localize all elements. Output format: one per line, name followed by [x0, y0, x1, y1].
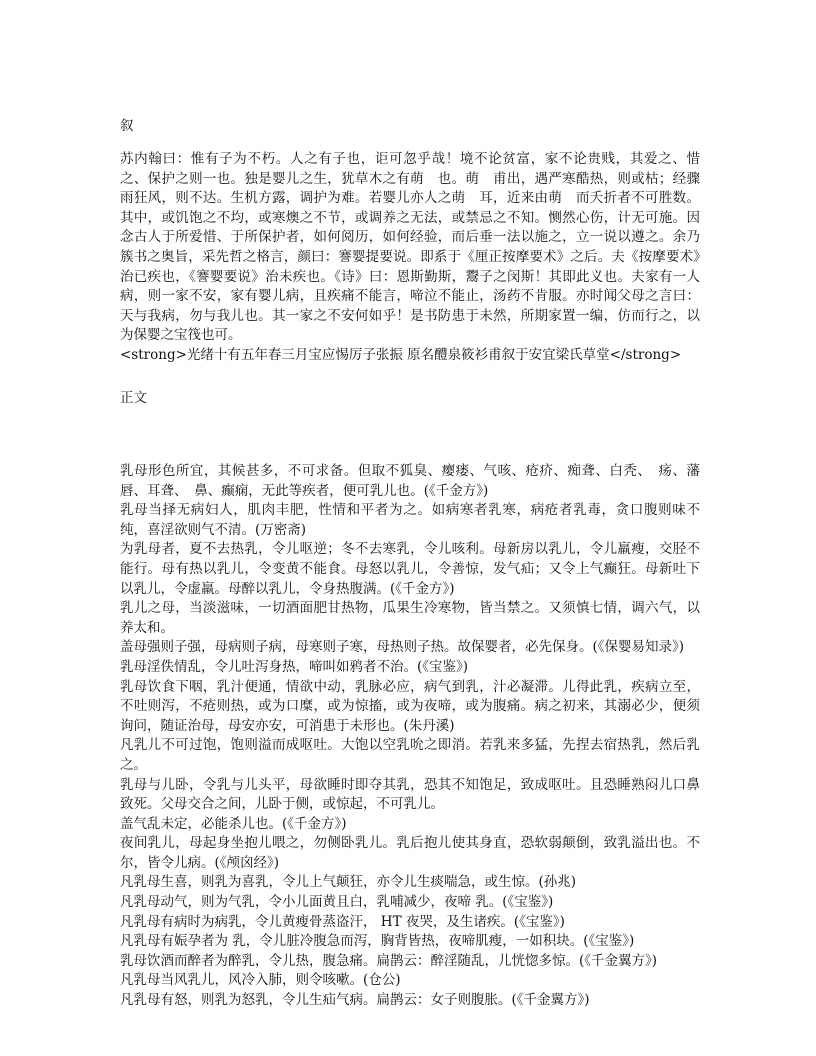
- main-paragraph: 夜间乳儿，母起身坐抱儿喂之，勿侧卧乳儿。乳后抱儿使其身直，恐软弱颠倒，致乳溢出也。不尔，皆令儿病。(《颅囟经》): [120, 835, 700, 871]
- main-paragraph: 乳母饮食下咽，乳汁便通，情欲中动，乳脉必应，病气到乳，汁必凝滞。儿得此乳，疾病立至，不吐则泻，不疮则热，或为口糜，或为惊搐，或为夜啼，或为腹痛。病之初来，其溺必少，便须询问，随证治母，母安亦安，可消患于未形也。(朱丹溪): [120, 678, 700, 734]
- main-paragraph: 凡乳母动气，则为气乳，令小儿面黄且白，乳哺减少，夜啼 乳。(《宝鉴》): [120, 894, 554, 911]
- main-paragraph: 乳母当择无病妇人，肌肉丰肥，性情和平者为之。如病寒者乳寒，病疮者乳毒，贪口腹则味不纯，喜淫欲则气不清。(万密斋): [120, 502, 700, 538]
- section-title-main-text: 正文: [120, 390, 147, 406]
- main-paragraph: 凡乳母有病时为病乳，令儿黄瘦骨蒸盗汗， HT 夜哭，及生诸疾。(《宝鉴》): [120, 913, 565, 930]
- main-paragraph: 乳母淫佚情乱，令儿吐泻身热，啼叫如鸦者不治。(《宝鉴》): [120, 658, 469, 675]
- main-paragraph: 凡乳母当风乳儿，风冷入肺，则令咳嗽。(仓公): [120, 972, 401, 989]
- main-paragraph: 盖母强则子强，母病则子病，母寒则子寒，母热则子热。故保婴者，必先保身。(《保婴易知录》): [120, 639, 685, 656]
- main-text-body: [120, 462, 700, 1011]
- main-paragraph: 为乳母者，夏不去热乳，令儿呕逆；冬不去寒乳，令儿咳利。母新房以乳儿，令儿羸瘦，交胫不能行。母有热以乳儿，令变黄不能食。母怒以乳儿，令善惊，发气疝；又令上气癫狂。母新吐下以乳儿，令虚羸。母醉以乳儿，令身热腹满。(《千金方》): [120, 541, 700, 597]
- preface-signature: <strong>光绪十有五年春三月宝应惕厉子张振 原名醴泉筱衫甫叙于安宜梁氏草堂</strong>: [120, 346, 682, 363]
- section-title-preface: 叙: [120, 118, 134, 134]
- main-paragraph: 乳母与儿卧，令乳与儿头平，母欲睡时即夺其乳，恐其不知饱足，致成呕吐。且恐睡熟闷儿口鼻致死。父母交合之间，儿卧于侧，或惊起，不可乳儿。: [120, 776, 700, 813]
- main-paragraph: 凡乳母有怒，则乳为怒乳，令儿生疝气病。扁鹊云：女子则腹胀。(《千金翼方》): [120, 992, 590, 1009]
- main-paragraph: 凡乳母有娠孕者为 乳，令儿脏冷腹急而泻，胸背皆热，夜啼肌瘦，一如积块。(《宝鉴》): [120, 933, 635, 950]
- preface-paragraph: 苏内翰曰：惟有子为不朽。人之有子也，讵可忽乎哉！境不论贫富，家不论贵贱，其爱之、惜之、保护之则一也。独是婴儿之生，犹草木之有萌 也。萌 甫出，遇严寒酷热，则或枯；经骤雨狂风，则不达。生机方露，调护为难。若婴儿亦人之萌 耳，近来由萌 而夭折者不可胜数。其中，或饥饱之不均，或寒燠之不节，或调养之无法，或禁忌之不知。恻然心伤，计无可施。因念古人于所爱惜、于所保护者，如何阅历，如何经验，而后垂一法以施之，立一说以遵之。余乃簇书之奥旨，采先哲之格言，颜曰：謇婴提要说。即系于《厘正按摩要术》之后。夫《按摩要术》治已疾也，《謇婴要说》治未疾也。《诗》曰：恩斯勤斯，鬻子之闵斯！其即此义也。夫家有一人病，则一家不安，家有婴儿病，且疾痛不能言，啼泣不能止，汤药不肯服。亦时闻父母之言曰：天与我病，勿与我儿也。其一家之不安何如乎！是书防患于未然，所期家置一编，仿而行之，以为保婴之宝筏也可。: [120, 151, 700, 344]
- main-paragraph: 凡乳母生喜，则乳为喜乳，令儿上气颠狂，亦令儿生痰喘急，或生惊。(孙兆): [120, 874, 577, 891]
- main-paragraph: 乳母饮酒而醉者为醉乳，令儿热，腹急痛。扁鹊云：醉淫随乱，儿恍惚多惊。(《千金翼方》): [120, 952, 658, 969]
- preface-body: [120, 150, 700, 366]
- main-paragraph: 乳儿之母，当淡滋味，一切酒面肥甘热物，瓜果生冷寒物，皆当禁之。又须慎七情，调六气，以养太和。: [120, 600, 700, 636]
- main-paragraph: 乳母形色所宜，其候甚多，不可求备。但取不狐臭、瘿瘘、气咳、疮疥、痴聋、白秃、 疡、藩唇、耳聋、 鼻、癫痫，无此等疾者，便可乳儿也。(《千金方》): [120, 463, 700, 499]
- main-paragraph: 盖气乱未定，必能杀儿也。(《千金方》): [120, 815, 347, 832]
- main-paragraph: 凡乳儿不可过饱，饱则溢而成呕吐。大饱以空乳吮之即消。若乳来多猛，先捏去宿热乳，然后乳之。: [120, 737, 700, 773]
